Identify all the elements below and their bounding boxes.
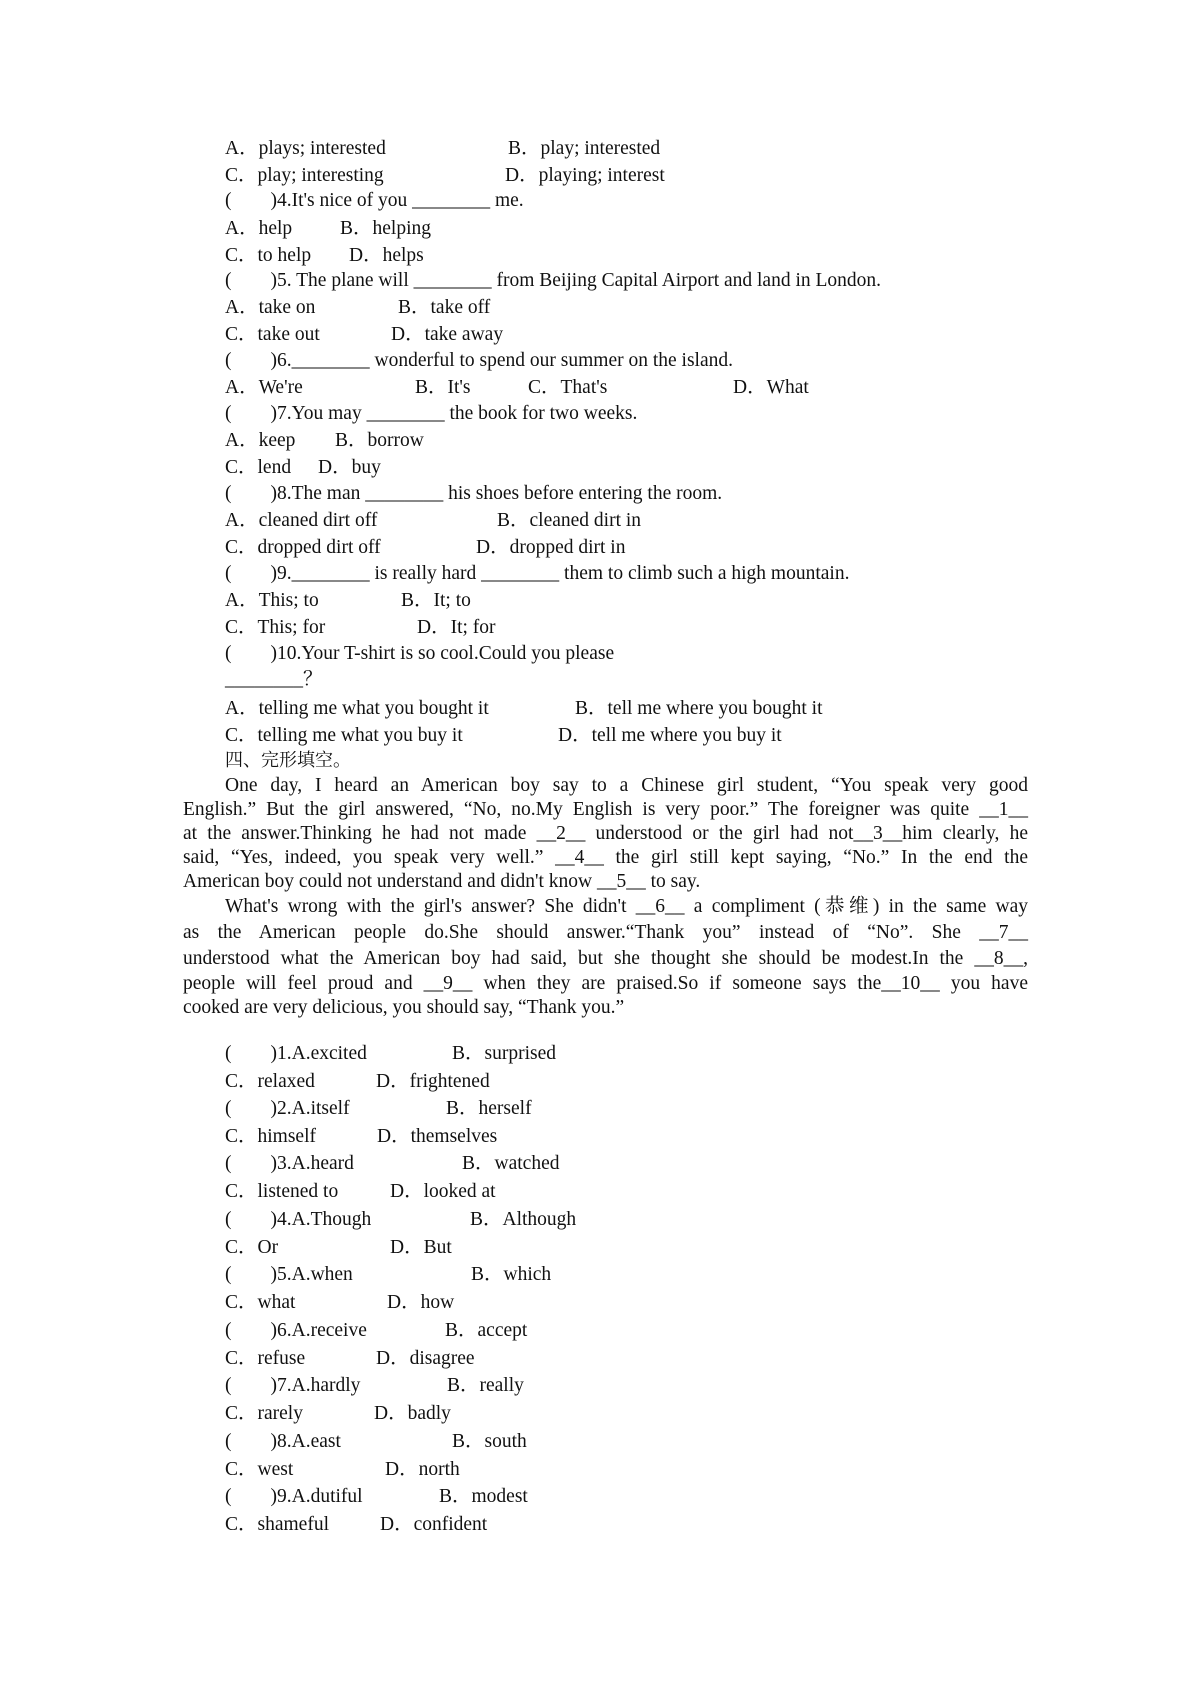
- cloze-q8-option-d: D．north: [385, 1459, 460, 1480]
- q9-option-c: C．This; for: [225, 617, 326, 638]
- q10-stem-line1: ( )10.Your T-shirt is so cool.Could you please: [225, 643, 615, 664]
- cloze-q6-option-c: C．refuse: [225, 1348, 306, 1369]
- cloze-q7-option-d: D．badly: [374, 1403, 451, 1424]
- cloze-q7-stem: ( )7.A.hardly: [225, 1375, 361, 1396]
- cloze-q5-option-c: C．what: [225, 1292, 296, 1313]
- cloze-q6-option-b: B．accept: [445, 1320, 528, 1341]
- cloze-q4-option-b: B．Although: [470, 1209, 577, 1230]
- cloze-q8-option-c: C．west: [225, 1459, 294, 1480]
- q8-option-a: A．cleaned dirt off: [225, 510, 378, 531]
- cloze-q9-option-c: C．shameful: [225, 1514, 329, 1535]
- passage-line: One day, I heard an American boy say to a Chinese girl student, “You speak very good: [225, 775, 1028, 796]
- q6-option-d: D．What: [733, 377, 809, 398]
- passage-line: cooked are very delicious, you should say, “Thank you.”: [183, 997, 625, 1018]
- cloze-q4-stem: ( )4.A.Though: [225, 1209, 372, 1230]
- passage-line: said, “Yes, indeed, you speak very well.” __4__ the girl still kept saying, “No.” In the end the: [183, 847, 1028, 868]
- q10-option-d: D．tell me where you buy it: [558, 725, 782, 746]
- q7-option-d: D．buy: [318, 457, 381, 478]
- cloze-q2-stem: ( )2.A.itself: [225, 1098, 350, 1119]
- cloze-q9-option-b: B．modest: [439, 1486, 528, 1507]
- q6-option-c: C．That's: [528, 377, 608, 398]
- q9-option-d: D．It; for: [417, 617, 496, 638]
- q9-stem: ( )9.________ is really hard ________ them to climb such a high mountain.: [225, 563, 850, 584]
- q8-stem: ( )8.The man ________ his shoes before entering the room.: [225, 483, 723, 504]
- cloze-q3-option-b: B．watched: [462, 1153, 560, 1174]
- q5-option-d: D．take away: [391, 324, 504, 345]
- passage-line: people will feel proud and __9__ when they are praised.So if someone says the__10__ you have: [183, 973, 1028, 994]
- cloze-q8-option-b: B．south: [452, 1431, 527, 1452]
- q3-option-a: A．plays; interested: [225, 138, 386, 159]
- q8-option-c: C．dropped dirt off: [225, 537, 381, 558]
- q9-option-b: B．It; to: [401, 590, 471, 611]
- cloze-q6-stem: ( )6.A.receive: [225, 1320, 367, 1341]
- passage-line: as the American people do.She should answer.“Thank you” instead of “No”. She __7__: [183, 922, 1028, 943]
- q5-option-a: A．take on: [225, 297, 316, 318]
- q9-option-a: A．This; to: [225, 590, 319, 611]
- passage-line: American boy could not understand and didn't know __5__ to say.: [183, 871, 701, 892]
- cloze-q1-option-b: B．surprised: [452, 1043, 556, 1064]
- cloze-q1-option-d: D．frightened: [376, 1071, 490, 1092]
- cloze-q5-stem: ( )5.A.when: [225, 1264, 353, 1285]
- passage-line: understood what the American boy had said, but she thought she should be modest.In the __8__,: [183, 948, 1028, 969]
- cloze-q2-option-b: B．herself: [446, 1098, 532, 1119]
- q3-option-b: B．play; interested: [508, 138, 661, 159]
- q4-option-b: B．helping: [340, 218, 431, 239]
- passage-line: at the answer.Thinking he had not made __2__ understood or the girl had not__3__him clearly, he: [183, 823, 1028, 844]
- cloze-q4-option-c: C．Or: [225, 1237, 279, 1258]
- cloze-q1-stem: ( )1.A.excited: [225, 1043, 367, 1064]
- q7-option-b: B．borrow: [335, 430, 424, 451]
- cloze-q7-option-b: B．really: [447, 1375, 524, 1396]
- q5-option-b: B．take off: [398, 297, 491, 318]
- q4-option-d: D．helps: [349, 245, 424, 266]
- q6-option-b: B．It's: [415, 377, 471, 398]
- q8-option-d: D．dropped dirt in: [476, 537, 626, 558]
- cloze-q5-option-d: D．how: [387, 1292, 455, 1313]
- cloze-q2-option-d: D．themselves: [377, 1126, 498, 1147]
- q3-option-c: C．play; interesting: [225, 165, 384, 186]
- q10-option-a: A．telling me what you bought it: [225, 698, 489, 719]
- section-heading-cloze: 四、完形填空。: [225, 750, 351, 771]
- cloze-q3-option-d: D．looked at: [390, 1181, 496, 1202]
- cloze-q6-option-d: D．disagree: [376, 1348, 475, 1369]
- q7-option-a: A．keep: [225, 430, 296, 451]
- q4-option-c: C．to help: [225, 245, 312, 266]
- passage-line: English.” But the girl answered, “No, no.My English is very poor.” The foreigner was quite __1__: [183, 799, 1028, 820]
- cloze-q4-option-d: D．But: [390, 1237, 452, 1258]
- q7-stem: ( )7.You may ________ the book for two weeks.: [225, 403, 638, 424]
- cloze-q9-option-d: D．confident: [380, 1514, 488, 1535]
- cloze-q5-option-b: B．which: [471, 1264, 552, 1285]
- q7-option-c: C．lend: [225, 457, 292, 478]
- q6-stem: ( )6.________ wonderful to spend our summer on the island.: [225, 350, 734, 371]
- cloze-q9-stem: ( )9.A.dutiful: [225, 1486, 363, 1507]
- cloze-q2-option-c: C．himself: [225, 1126, 316, 1147]
- q6-option-a: A．We're: [225, 377, 303, 398]
- q3-option-d: D．playing; interest: [505, 165, 665, 186]
- passage-line: What's wrong with the girl's answer? She didn't __6__ a compliment (恭维) in the same way: [225, 896, 1028, 917]
- q5-option-c: C．take out: [225, 324, 320, 345]
- q10-stem-line2: ________？: [225, 669, 323, 690]
- cloze-q3-stem: ( )3.A.heard: [225, 1153, 354, 1174]
- cloze-q3-option-c: C．listened to: [225, 1181, 339, 1202]
- q8-option-b: B．cleaned dirt in: [497, 510, 642, 531]
- q4-stem: ( )4.It's nice of you ________ me.: [225, 190, 524, 211]
- q4-option-a: A．help: [225, 218, 293, 239]
- q10-option-b: B．tell me where you bought it: [575, 698, 823, 719]
- q10-option-c: C．telling me what you buy it: [225, 725, 463, 746]
- q5-stem: ( )5. The plane will ________ from Beijing Capital Airport and land in London.: [225, 270, 882, 291]
- cloze-q7-option-c: C．rarely: [225, 1403, 303, 1424]
- cloze-q1-option-c: C．relaxed: [225, 1071, 315, 1092]
- cloze-q8-stem: ( )8.A.east: [225, 1431, 341, 1452]
